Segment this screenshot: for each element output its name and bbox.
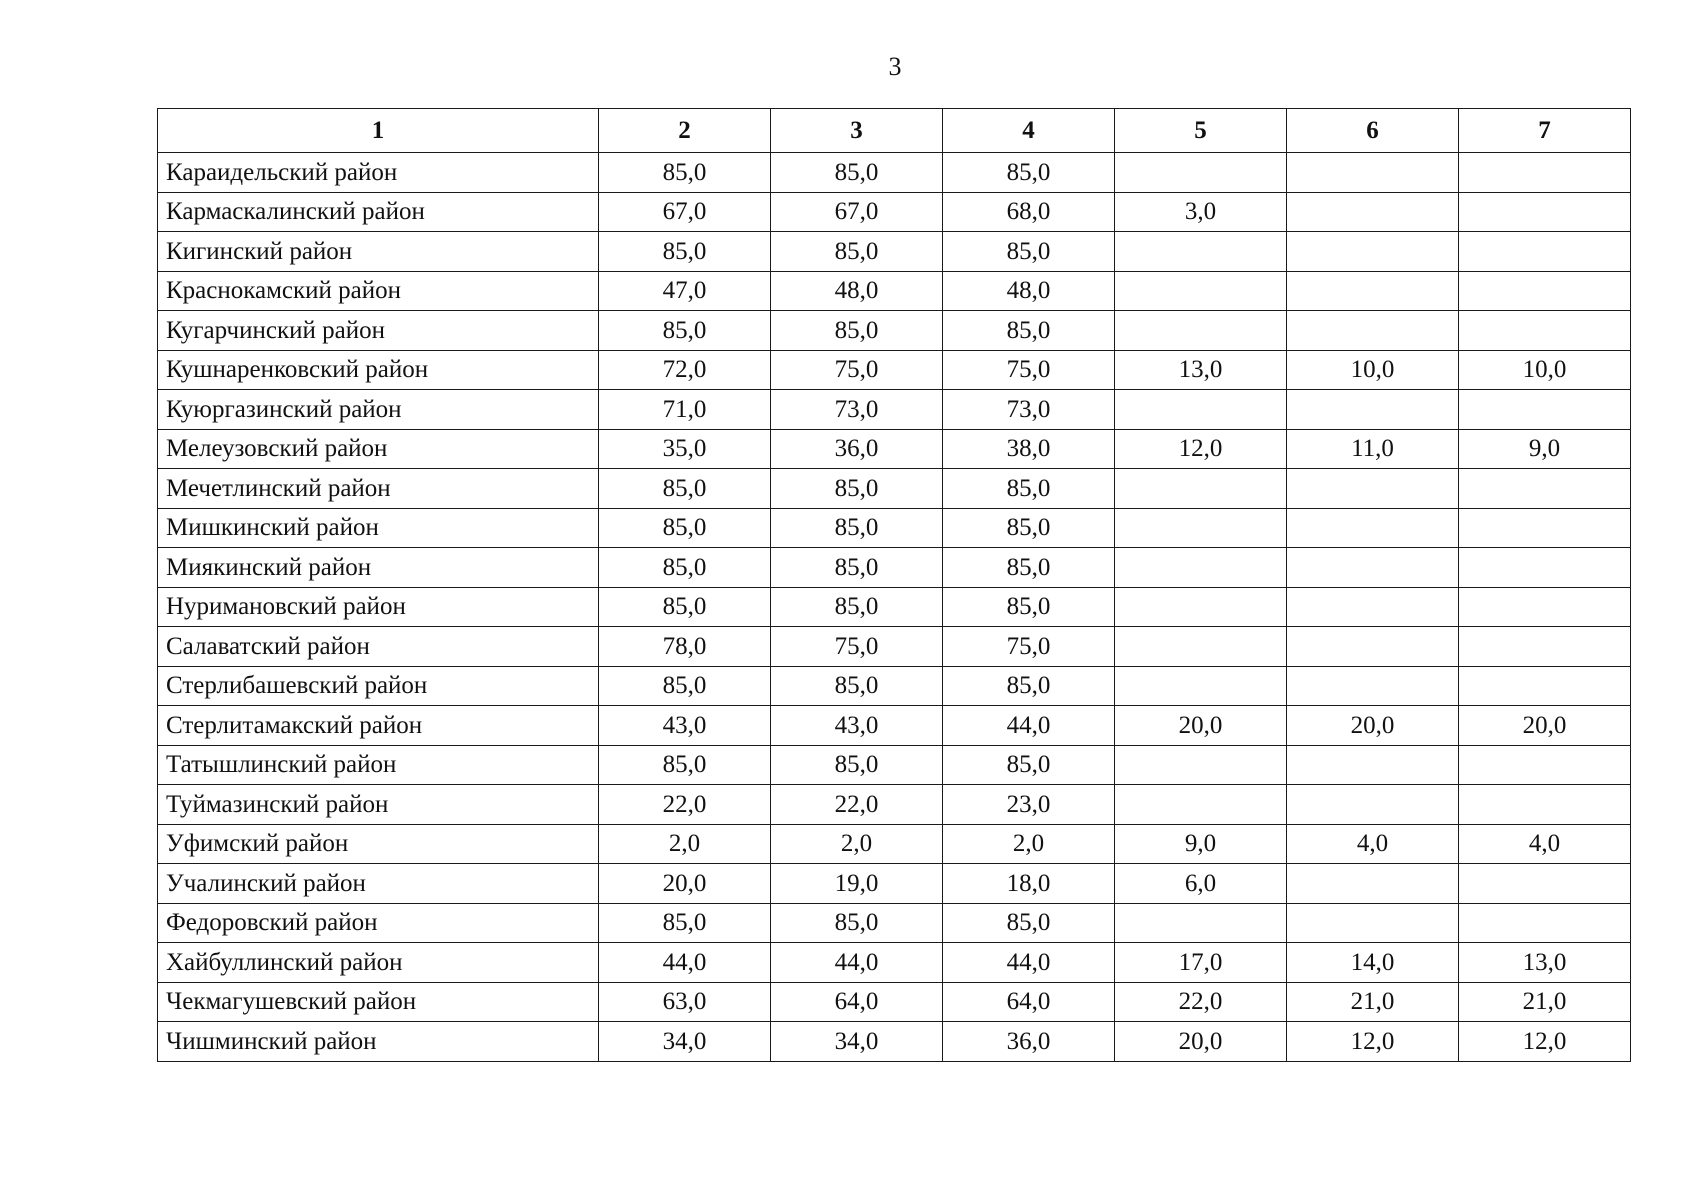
table-row [158,587,1631,627]
district-name-cell: Нуримановский район [158,587,599,627]
value-cell-col-2: 85,0 [599,745,771,785]
column-header-7: 7 [1459,109,1631,153]
table-row [158,271,1631,311]
district-name-cell: Чекмагушевский район [158,982,599,1022]
value-cell-col-7 [1459,548,1631,588]
value-cell-col-2: 22,0 [599,785,771,825]
table-row [158,785,1631,825]
value-cell-col-7 [1459,627,1631,667]
value-cell-col-3: 34,0 [771,1022,943,1062]
value-cell-col-6: 20,0 [1287,706,1459,746]
value-cell-col-3: 85,0 [771,311,943,351]
value-cell-col-2: 34,0 [599,1022,771,1062]
value-cell-col-2: 35,0 [599,429,771,469]
district-name-cell: Краснокамский район [158,271,599,311]
value-cell-col-5: 20,0 [1115,706,1287,746]
value-cell-col-4: 68,0 [943,192,1115,232]
value-cell-col-2: 85,0 [599,469,771,509]
table-row [158,548,1631,588]
header-row [158,109,1631,153]
value-cell-col-4: 36,0 [943,1022,1115,1062]
value-cell-col-3: 36,0 [771,429,943,469]
value-cell-col-2: 72,0 [599,350,771,390]
value-cell-col-2: 43,0 [599,706,771,746]
value-cell-col-3: 43,0 [771,706,943,746]
value-cell-col-4: 85,0 [943,666,1115,706]
value-cell-col-2: 44,0 [599,943,771,983]
district-name-cell: Стерлибашевский район [158,666,599,706]
value-cell-col-5 [1115,627,1287,667]
value-cell-col-5: 12,0 [1115,429,1287,469]
table-row [158,469,1631,509]
table-row [158,745,1631,785]
value-cell-col-4: 85,0 [943,153,1115,193]
value-cell-col-2: 85,0 [599,666,771,706]
value-cell-col-4: 85,0 [943,587,1115,627]
value-cell-col-4: 73,0 [943,390,1115,430]
value-cell-col-3: 44,0 [771,943,943,983]
value-cell-col-3: 85,0 [771,232,943,272]
value-cell-col-4: 23,0 [943,785,1115,825]
value-cell-col-5 [1115,469,1287,509]
value-cell-col-3: 85,0 [771,469,943,509]
column-header-3: 3 [771,109,943,153]
district-name-cell: Мишкинский район [158,508,599,548]
value-cell-col-2: 85,0 [599,232,771,272]
table-row [158,192,1631,232]
value-cell-col-3: 75,0 [771,350,943,390]
value-cell-col-7 [1459,390,1631,430]
value-cell-col-5 [1115,390,1287,430]
value-cell-col-6: 21,0 [1287,982,1459,1022]
value-cell-col-4: 85,0 [943,745,1115,785]
value-cell-col-7: 9,0 [1459,429,1631,469]
district-name-cell: Татышлинский район [158,745,599,785]
value-cell-col-6: 11,0 [1287,429,1459,469]
value-cell-col-3: 85,0 [771,903,943,943]
value-cell-col-3: 85,0 [771,548,943,588]
value-cell-col-6: 4,0 [1287,824,1459,864]
value-cell-col-6 [1287,587,1459,627]
value-cell-col-4: 85,0 [943,548,1115,588]
value-cell-col-7 [1459,864,1631,904]
value-cell-col-4: 2,0 [943,824,1115,864]
table-row [158,903,1631,943]
table-row [158,232,1631,272]
value-cell-col-7 [1459,469,1631,509]
table-row [158,311,1631,351]
district-name-cell: Хайбуллинский район [158,943,599,983]
value-cell-col-2: 47,0 [599,271,771,311]
value-cell-col-6: 12,0 [1287,1022,1459,1062]
value-cell-col-6 [1287,153,1459,193]
value-cell-col-3: 75,0 [771,627,943,667]
value-cell-col-5 [1115,271,1287,311]
column-header-2: 2 [599,109,771,153]
value-cell-col-2: 85,0 [599,508,771,548]
value-cell-col-3: 64,0 [771,982,943,1022]
value-cell-col-5 [1115,785,1287,825]
value-cell-col-3: 2,0 [771,824,943,864]
table-body [158,153,1631,1062]
value-cell-col-5 [1115,666,1287,706]
table-row [158,666,1631,706]
value-cell-col-4: 64,0 [943,982,1115,1022]
district-name-cell: Миякинский район [158,548,599,588]
value-cell-col-7: 21,0 [1459,982,1631,1022]
value-cell-col-6 [1287,311,1459,351]
value-cell-col-4: 48,0 [943,271,1115,311]
value-cell-col-6 [1287,390,1459,430]
value-cell-col-5: 22,0 [1115,982,1287,1022]
value-cell-col-5 [1115,587,1287,627]
table-row [158,429,1631,469]
value-cell-col-6 [1287,903,1459,943]
value-cell-col-3: 85,0 [771,153,943,193]
column-header-4: 4 [943,109,1115,153]
value-cell-col-6 [1287,469,1459,509]
value-cell-col-6 [1287,271,1459,311]
district-name-cell: Кугарчинский район [158,311,599,351]
value-cell-col-6: 14,0 [1287,943,1459,983]
value-cell-col-5: 13,0 [1115,350,1287,390]
value-cell-col-7: 20,0 [1459,706,1631,746]
value-cell-col-6 [1287,232,1459,272]
value-cell-col-6: 10,0 [1287,350,1459,390]
value-cell-col-7 [1459,153,1631,193]
value-cell-col-3: 85,0 [771,666,943,706]
value-cell-col-4: 38,0 [943,429,1115,469]
district-name-cell: Туймазинский район [158,785,599,825]
value-cell-col-7: 12,0 [1459,1022,1631,1062]
value-cell-col-7: 13,0 [1459,943,1631,983]
value-cell-col-2: 63,0 [599,982,771,1022]
value-cell-col-7 [1459,271,1631,311]
table-row [158,943,1631,983]
table-row [158,824,1631,864]
value-cell-col-6 [1287,508,1459,548]
value-cell-col-5 [1115,903,1287,943]
value-cell-col-2: 85,0 [599,548,771,588]
value-cell-col-2: 2,0 [599,824,771,864]
value-cell-col-4: 85,0 [943,232,1115,272]
value-cell-col-3: 48,0 [771,271,943,311]
value-cell-col-2: 20,0 [599,864,771,904]
value-cell-col-3: 85,0 [771,587,943,627]
value-cell-col-5: 6,0 [1115,864,1287,904]
district-name-cell: Мечетлинский район [158,469,599,509]
value-cell-col-5: 3,0 [1115,192,1287,232]
district-name-cell: Мелеузовский район [158,429,599,469]
value-cell-col-5 [1115,153,1287,193]
value-cell-col-2: 78,0 [599,627,771,667]
value-cell-col-7 [1459,666,1631,706]
table-row [158,1022,1631,1062]
value-cell-col-2: 71,0 [599,390,771,430]
value-cell-col-5: 17,0 [1115,943,1287,983]
district-name-cell: Федоровский район [158,903,599,943]
value-cell-col-4: 75,0 [943,350,1115,390]
value-cell-col-6 [1287,864,1459,904]
value-cell-col-6 [1287,666,1459,706]
page-number: 3 [888,52,902,81]
value-cell-col-4: 85,0 [943,311,1115,351]
value-cell-col-3: 85,0 [771,508,943,548]
value-cell-col-7 [1459,232,1631,272]
district-name-cell: Стерлитамакский район [158,706,599,746]
value-cell-col-5: 9,0 [1115,824,1287,864]
value-cell-col-4: 85,0 [943,903,1115,943]
value-cell-col-4: 75,0 [943,627,1115,667]
value-cell-col-2: 85,0 [599,903,771,943]
value-cell-col-6 [1287,548,1459,588]
column-header-1: 1 [158,109,599,153]
value-cell-col-7 [1459,192,1631,232]
district-name-cell: Кушнаренковский район [158,350,599,390]
column-header-5: 5 [1115,109,1287,153]
value-cell-col-4: 85,0 [943,508,1115,548]
table-row [158,390,1631,430]
value-cell-col-2: 85,0 [599,153,771,193]
value-cell-col-7 [1459,587,1631,627]
table-row [158,706,1631,746]
value-cell-col-5 [1115,508,1287,548]
value-cell-col-4: 44,0 [943,706,1115,746]
value-cell-col-7: 4,0 [1459,824,1631,864]
value-cell-col-7 [1459,903,1631,943]
table-row [158,350,1631,390]
district-name-cell: Кармаскалинский район [158,192,599,232]
value-cell-col-2: 85,0 [599,587,771,627]
district-name-cell: Салаватский район [158,627,599,667]
district-name-cell: Уфимский район [158,824,599,864]
table-row [158,153,1631,193]
value-cell-col-4: 85,0 [943,469,1115,509]
value-cell-col-7 [1459,311,1631,351]
district-name-cell: Учалинский район [158,864,599,904]
table-row [158,627,1631,667]
value-cell-col-5 [1115,745,1287,785]
value-cell-col-6 [1287,785,1459,825]
value-cell-col-6 [1287,192,1459,232]
district-name-cell: Кигинский район [158,232,599,272]
value-cell-col-5 [1115,232,1287,272]
value-cell-col-7 [1459,508,1631,548]
value-cell-col-3: 19,0 [771,864,943,904]
column-header-6: 6 [1287,109,1459,153]
value-cell-col-5 [1115,548,1287,588]
value-cell-col-3: 67,0 [771,192,943,232]
data-table [157,108,1631,1062]
value-cell-col-6 [1287,745,1459,785]
value-cell-col-6 [1287,627,1459,667]
value-cell-col-3: 85,0 [771,745,943,785]
table-row [158,508,1631,548]
district-name-cell: Чишминский район [158,1022,599,1062]
table-row [158,982,1631,1022]
district-name-cell: Куюргазинский район [158,390,599,430]
value-cell-col-3: 73,0 [771,390,943,430]
value-cell-col-5 [1115,311,1287,351]
value-cell-col-3: 22,0 [771,785,943,825]
value-cell-col-4: 18,0 [943,864,1115,904]
table-row [158,864,1631,904]
value-cell-col-5: 20,0 [1115,1022,1287,1062]
value-cell-col-2: 85,0 [599,311,771,351]
value-cell-col-2: 67,0 [599,192,771,232]
value-cell-col-4: 44,0 [943,943,1115,983]
district-name-cell: Караидельский район [158,153,599,193]
value-cell-col-7 [1459,745,1631,785]
value-cell-col-7: 10,0 [1459,350,1631,390]
value-cell-col-7 [1459,785,1631,825]
